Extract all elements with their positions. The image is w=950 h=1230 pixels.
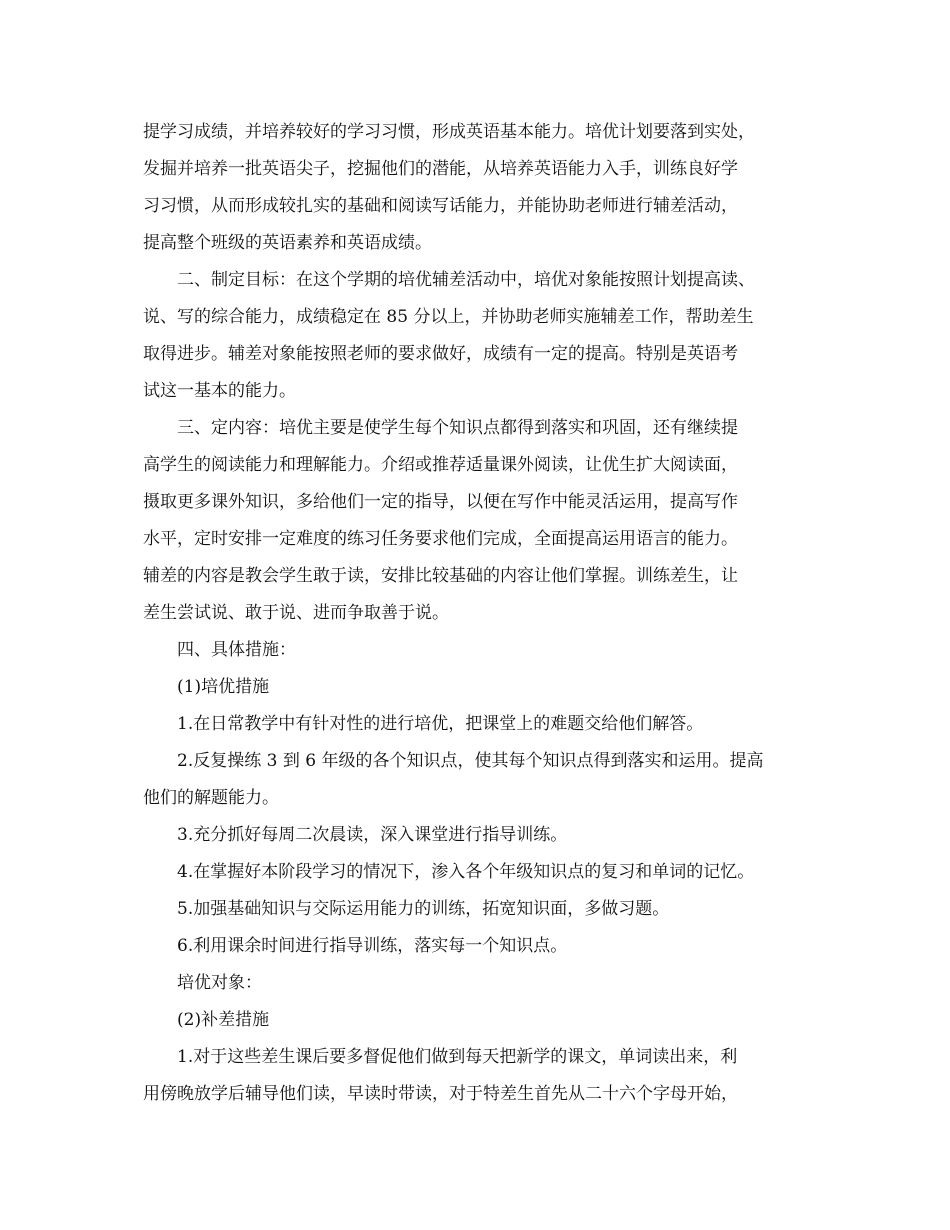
text-line: 发掘并培养一批英语尖子，挖掘他们的潜能，从培养英语能力入手，训练良好学: [143, 159, 738, 179]
text-line: 三、定内容：培优主要是使学生每个知识点都得到落实和巩固，还有继续提: [177, 418, 738, 438]
text-line: 水平，定时安排一定难度的练习任务要求他们完成，全面提高运用语言的能力。: [143, 529, 738, 549]
text-line: 辅差的内容是教会学生敢于读，安排比较基础的内容让他们掌握。训练差生，让: [143, 566, 738, 586]
text-line: 1.对于这些差生课后要多督促他们做到每天把新学的课文，单词读出来，利: [177, 1047, 738, 1067]
text-line: 说、写的综合能力，成绩稳定在 85 分以上，并协助老师实施辅差工作，帮助差生: [143, 307, 754, 327]
text-line: 高学生的阅读能力和理解能力。介绍或推荐适量课外阅读，让优生扩大阅读面，: [143, 455, 738, 475]
text-line: 培优对象：: [177, 973, 262, 993]
text-line: 4.在掌握好本阶段学习的情况下，渗入各个年级知识点的复习和单词的记忆。: [177, 862, 755, 882]
text-line: 四、具体措施：: [177, 640, 296, 660]
text-line: 1.在日常教学中有针对性的进行培优，把课堂上的难题交给他们解答。: [177, 714, 704, 734]
text-line: 2.反复操练 3 到 6 年级的各个知识点，使其每个知识点得到落实和运用。提高: [177, 751, 764, 771]
text-line: 习习惯，从而形成较扎实的基础和阅读写话能力，并能协助老师进行辅差活动，: [143, 196, 738, 216]
text-line: 提学习成绩，并培养较好的学习习惯，形成英语基本能力。培优计划要落到实处，: [143, 122, 755, 142]
text-line: 提高整个班级的英语素养和英语成绩。: [143, 233, 432, 253]
text-line: (2)补差措施: [177, 1010, 270, 1030]
text-line: 3.充分抓好每周二次晨读，深入课堂进行指导训练。: [177, 825, 568, 845]
text-line: 试这一基本的能力。: [143, 381, 296, 401]
text-line: 差生尝试说、敢于说、进而争取善于说。: [143, 603, 449, 623]
text-line: 5.加强基础知识与交际运用能力的训练，拓宽知识面，多做习题。: [177, 899, 670, 919]
text-line: 二、制定目标：在这个学期的培优辅差活动中，培优对象能按照计划提高读、: [177, 270, 755, 290]
text-line: (1)培优措施: [177, 677, 270, 697]
text-line: 摄取更多课外知识，多给他们一定的指导，以便在写作中能灵活运用，提高写作: [143, 492, 738, 512]
text-line: 用傍晚放学后辅导他们读，早读时带读，对于特差生首先从二十六个字母开始，: [143, 1084, 738, 1104]
text-line: 他们的解题能力。: [143, 788, 279, 808]
text-line: 6.利用课余时间进行指导训练，落实每一个知识点。: [177, 936, 568, 956]
document-body: [143, 114, 823, 1113]
text-line: 取得进步。辅差对象能按照老师的要求做好，成绩有一定的提高。特别是英语考: [143, 344, 738, 364]
